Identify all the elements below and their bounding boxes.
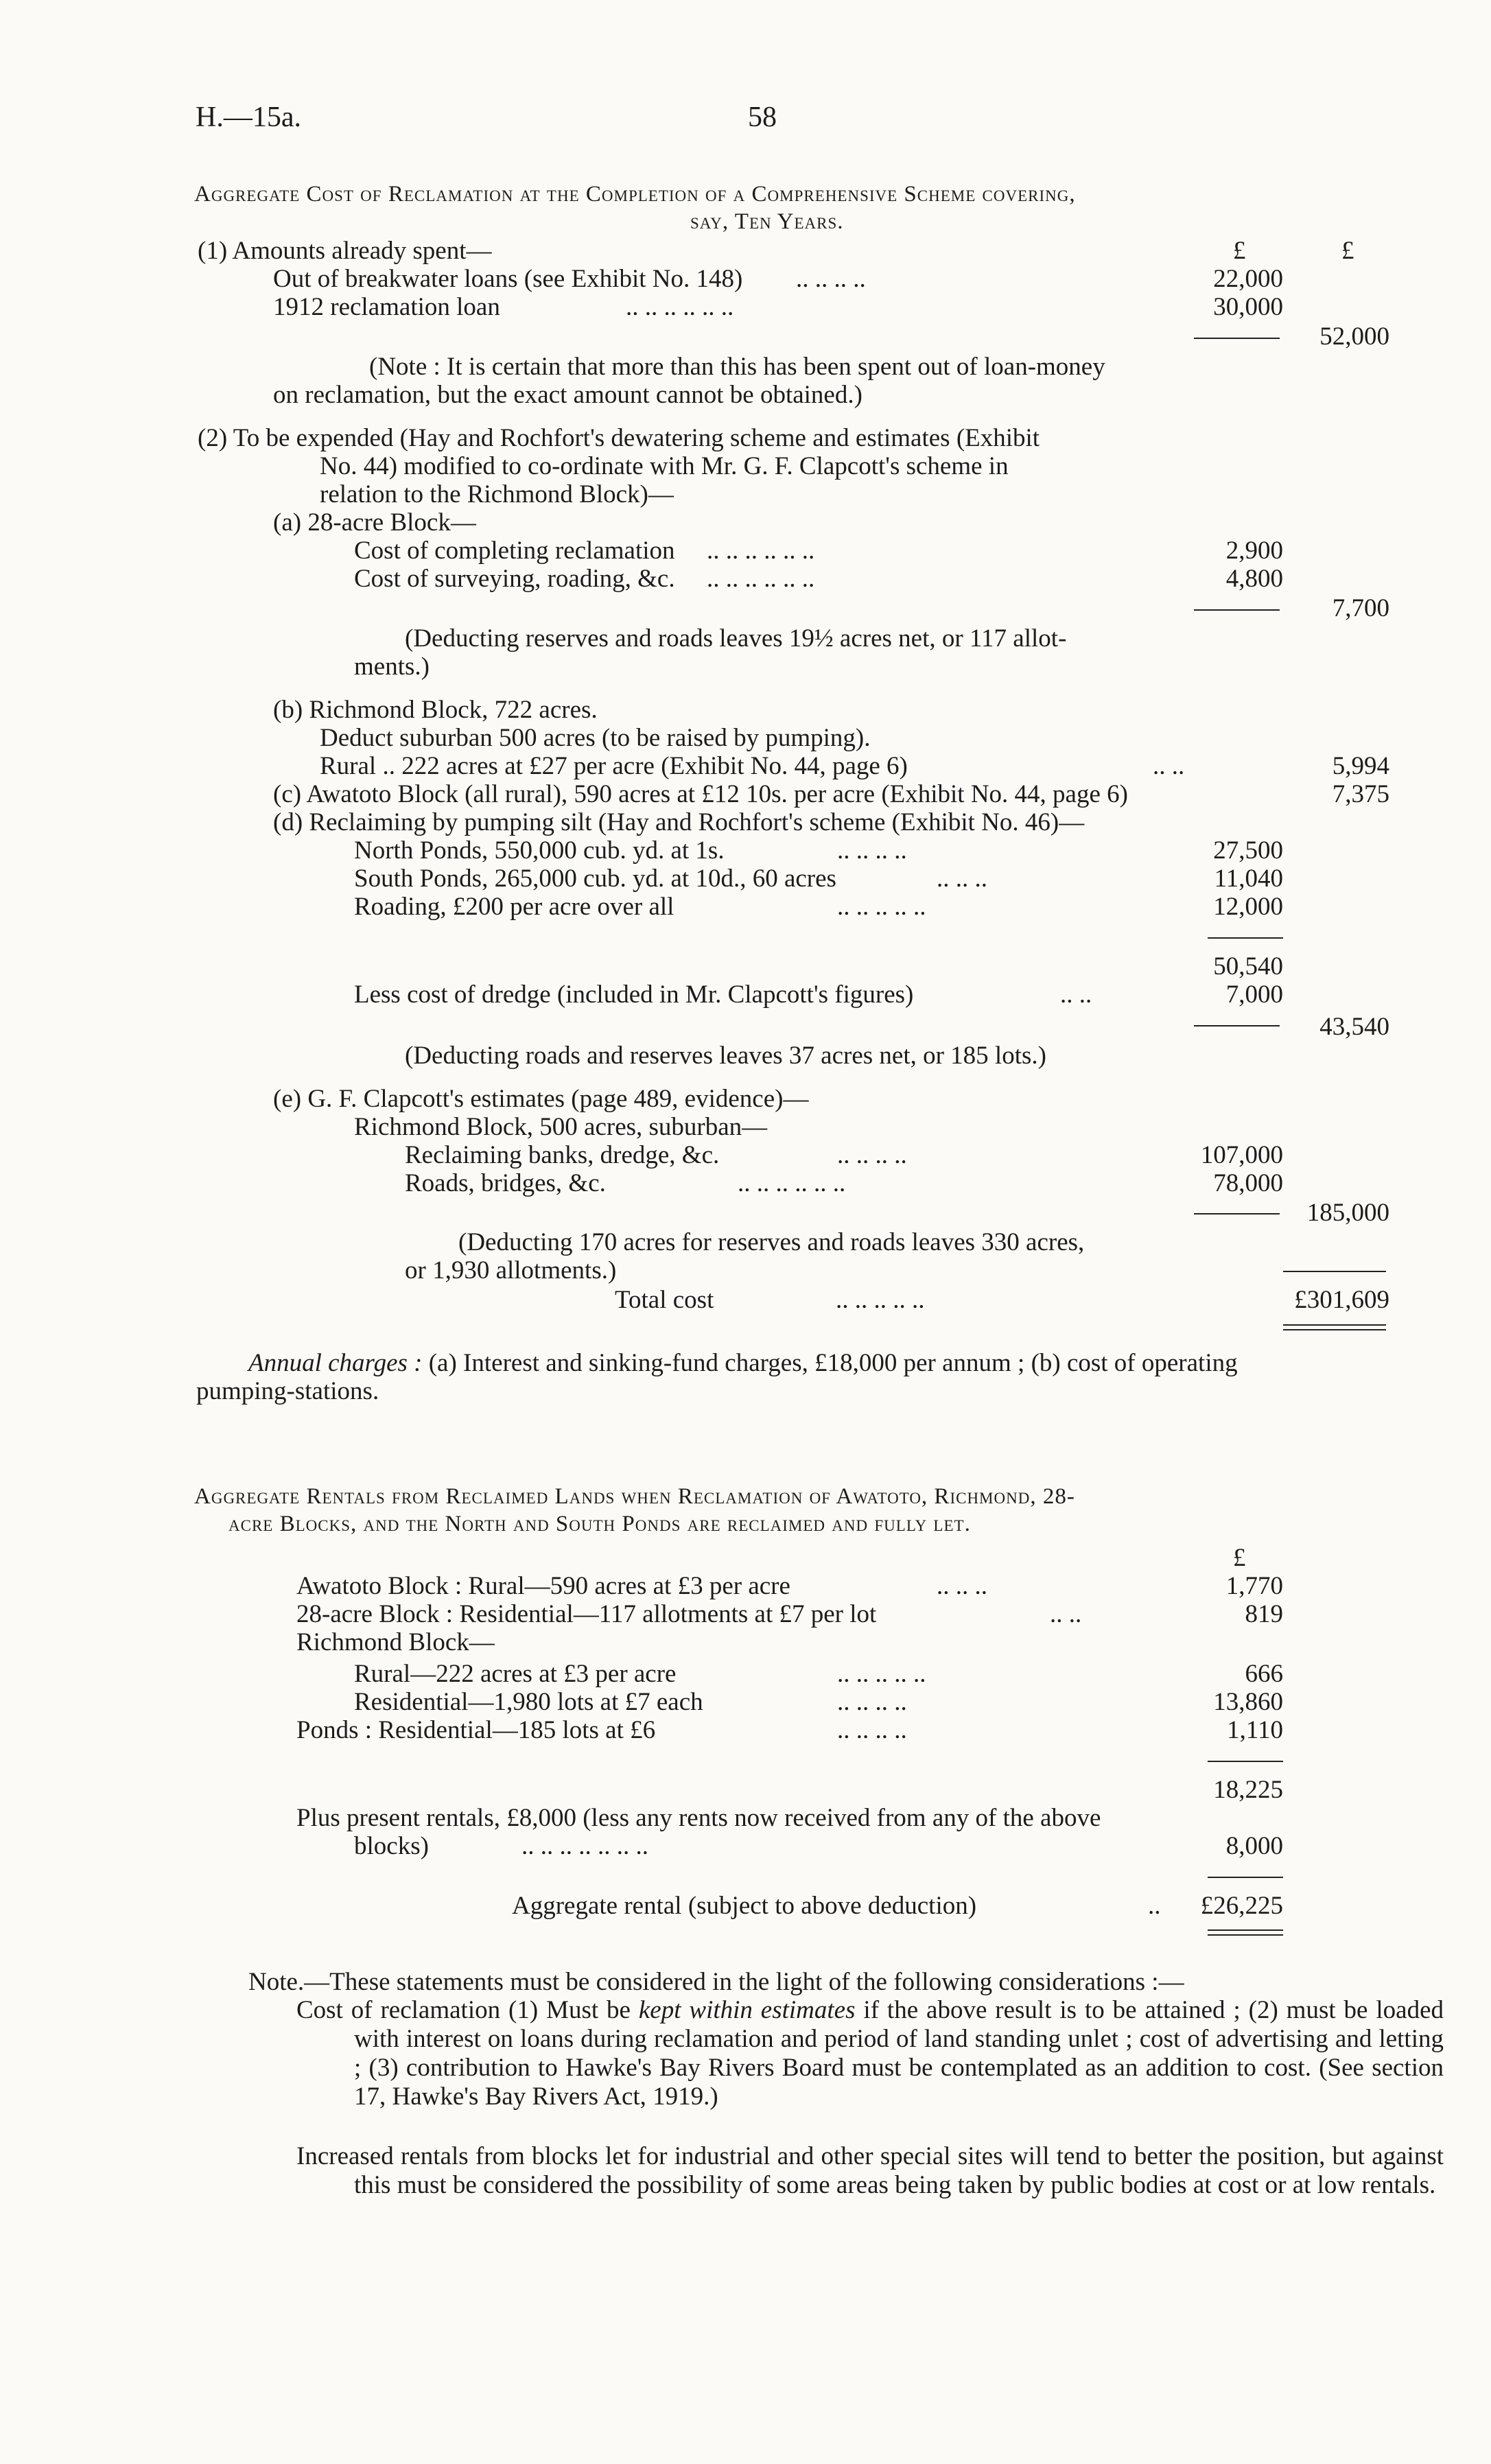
page-number: 58 <box>748 102 777 133</box>
total-double-rule <box>1283 1324 1386 1330</box>
aggregate-upper-rule <box>1208 1877 1283 1878</box>
item2d-row2-amount: 11,040 <box>1214 865 1283 893</box>
column-header-pounds-2: £ <box>1341 237 1354 265</box>
section2-title-line1: Aggregate Rentals from Reclaimed Lands when Reclamation of Awatoto, Richmond, 28- <box>194 1484 1075 1509</box>
item2-heading-line3: relation to the Richmond Block)— <box>320 480 674 508</box>
item2a-row2-label: Cost of surveying, roading, &c. <box>354 565 675 593</box>
section2-column-header: £ <box>1233 1544 1246 1572</box>
item2b-line3: Rural .. 222 acres at £27 per acre (Exhibit No. 44, page 6) <box>320 752 908 780</box>
item2e-total: 185,000 <box>1306 1199 1389 1227</box>
item2c-line: (c) Awatoto Block (all rural), 590 acres at £12 10s. per acre (Exhibit No. 44, page 6) <box>273 780 1128 808</box>
item2e-sub: Richmond Block, 500 acres, suburban— <box>354 1113 768 1141</box>
item2b-leader: .. .. <box>1153 752 1185 780</box>
annual-charges-line2: pumping-stations. <box>196 1377 379 1405</box>
item2a-note-line2: ments.) <box>354 653 430 681</box>
item2d-total: 43,540 <box>1319 1013 1389 1041</box>
note-p1-emphasis: kept within estimates <box>638 1996 856 2024</box>
item2d-less-amount: 7,000 <box>1225 981 1283 1009</box>
rental-row-ponds-label: Ponds : Residential—185 lots at £6 <box>296 1716 656 1744</box>
annual-charges-label: Annual charges : <box>248 1349 423 1377</box>
item2d-row1-label: North Ponds, 550,000 cub. yd. at 1s. <box>354 836 725 865</box>
section1-title-line2: say, Ten Years. <box>690 209 844 234</box>
item1-total: 52,000 <box>1319 322 1389 351</box>
total-upper-rule <box>1283 1271 1386 1272</box>
item1-row1-label: Out of breakwater loans (see Exhibit No. 148) <box>273 265 743 293</box>
item1-note-line2: on reclamation, but the exact amount cannot be obtained.) <box>273 381 862 409</box>
note-p1-start: Cost of reclamation (1) Must be <box>296 1996 639 2024</box>
item2b-amount: 5,994 <box>1332 752 1389 780</box>
annual-charges-text: (a) Interest and sinking-fund charges, £18,000 per annum ; (b) cost of operating <box>422 1349 1238 1377</box>
rental-subtotal-rule <box>1208 1761 1283 1762</box>
annual-charges-line1 <box>248 1349 1238 1378</box>
rental-row-richmond-residential-label: Residential—1,980 lots at £7 each <box>354 1688 703 1716</box>
item1-heading: (1) Amounts already spent— <box>198 237 492 265</box>
rental-row-richmond-rural-leader: .. .. .. .. .. <box>837 1660 926 1688</box>
note-intro: Note.—These statements must be considered in the light of the following considerations :— <box>248 1968 1184 1996</box>
plus-rentals-line2: blocks) <box>354 1832 429 1860</box>
total-cost-leader: .. .. .. .. .. <box>836 1286 925 1314</box>
item2d-row3-label: Roading, £200 per acre over all <box>354 893 674 921</box>
rental-row-28acre-amount: 819 <box>1245 1600 1283 1628</box>
item2d-row3-amount: 12,000 <box>1213 893 1283 921</box>
note-paragraph-1 <box>296 1996 1444 2111</box>
rental-row-richmond-rural-label: Rural—222 acres at £3 per acre <box>354 1660 677 1688</box>
rental-row-richmond-rural-amount: 666 <box>1245 1660 1283 1688</box>
rental-row-richmond-heading: Richmond Block— <box>296 1628 495 1656</box>
plus-rentals-leader: .. .. .. .. .. .. .. <box>521 1832 648 1860</box>
item2e-row2-amount: 78,000 <box>1213 1169 1283 1197</box>
item2e-row2-leader: .. .. .. .. .. .. <box>738 1169 846 1197</box>
item2d-row2-leader: .. .. .. <box>937 865 987 893</box>
item2d-row3-leader: .. .. .. .. .. <box>837 893 926 921</box>
rental-row-ponds-leader: .. .. .. .. <box>837 1716 907 1744</box>
item2d-row1-leader: .. .. .. .. <box>837 836 907 865</box>
rental-subtotal: 18,225 <box>1213 1776 1283 1804</box>
item1-row2-leader: .. .. .. .. .. .. <box>626 293 734 321</box>
item1-note-line1: (Note : It is certain that more than this has been spent out of loan-money <box>369 353 1105 381</box>
item1-row1-amount: 22,000 <box>1213 265 1283 293</box>
rental-row-28acre-label: 28-acre Block : Residential—117 allotments at £7 per lot <box>296 1600 877 1628</box>
item2d-row1-amount: 27,500 <box>1213 836 1283 865</box>
item2a-row1-label: Cost of completing reclamation <box>354 537 675 565</box>
rental-row-awatoto-label: Awatoto Block : Rural—590 acres at £3 per acre <box>296 1572 790 1600</box>
item2e-row1-amount: 107,000 <box>1200 1141 1283 1169</box>
item2-heading-line1: (2) To be expended (Hay and Rochfort's dewatering scheme and estimates (Exhibit <box>198 424 1040 452</box>
rental-row-richmond-residential-amount: 13,860 <box>1213 1688 1283 1716</box>
section1-title-line1: Aggregate Cost of Reclamation at the Completion of a Comprehensive Scheme covering, <box>194 182 1076 207</box>
total-cost-label: Total cost <box>615 1286 714 1314</box>
item1-row2-label: 1912 reclamation loan <box>273 293 500 321</box>
rental-row-richmond-residential-leader: .. .. .. .. <box>837 1688 907 1716</box>
note-p1-end: if the above result is to be attained ; (2) must be loaded with interest on loans during reclamation and period of land standing unlet ; cost of advertising and letting ; (3) contribution to Hawke's Bay Rivers Board must be contemplated as an addition to cost. (See section 17, Hawke's Bay Rivers Act, 1919.) <box>354 1996 1444 2111</box>
item2a-note-line1: (Deducting reserves and roads leaves 19½ acres net, or 117 allot- <box>405 624 1067 653</box>
item2c-amount: 7,375 <box>1332 780 1389 808</box>
item1-row1-leader: .. .. .. .. <box>796 265 866 293</box>
item2d-row2-label: South Ponds, 265,000 cub. yd. at 10d., 60 acres <box>354 865 836 893</box>
plus-rentals-line1: Plus present rentals, £8,000 (less any rents now received from any of the above <box>296 1804 1101 1832</box>
item2a-row2-leader: .. .. .. .. .. .. <box>707 565 815 593</box>
item2a-row1-leader: .. .. .. .. .. .. <box>707 537 815 565</box>
rental-row-awatoto-leader: .. .. .. <box>937 1572 987 1600</box>
item2d-less-leader: .. .. <box>1060 981 1092 1009</box>
item2d-less-label: Less cost of dredge (included in Mr. Clapcott's figures) <box>354 981 914 1009</box>
rental-row-awatoto-amount: 1,770 <box>1225 1572 1283 1600</box>
rental-row-ponds-amount: 1,110 <box>1227 1716 1283 1744</box>
total-cost-amount: £301,609 <box>1294 1286 1389 1314</box>
note-paragraph-2: Increased rentals from blocks let for industrial and other special sites will tend to better the position, but against this must be considered the possibility of some areas being taken by public bodies at cost or at low rentals. <box>296 2142 1444 2199</box>
plus-rentals-amount: 8,000 <box>1225 1832 1283 1860</box>
column-header-pounds-1: £ <box>1233 237 1246 265</box>
aggregate-rental-amount: £26,225 <box>1200 1892 1283 1920</box>
rental-row-28acre-leader: .. .. <box>1050 1600 1082 1628</box>
section2-title-line2: acre Blocks, and the North and South Ponds are reclaimed and fully let. <box>228 1512 971 1536</box>
item2e-note-line2: or 1,930 allotments.) <box>405 1256 617 1284</box>
item2-heading-line2: No. 44) modified to co-ordinate with Mr. G. F. Clapcott's scheme in <box>320 452 1009 480</box>
item2a-row2-amount: 4,800 <box>1225 565 1283 593</box>
aggregate-rental-label: Aggregate rental (subject to above deduction) <box>512 1892 977 1920</box>
item2b-line1: (b) Richmond Block, 722 acres. <box>273 696 598 724</box>
item2d-note: (Deducting roads and reserves leaves 37 acres net, or 185 lots.) <box>405 1042 1046 1070</box>
item2a-total: 7,700 <box>1332 594 1389 622</box>
item2d-subtotal: 50,540 <box>1213 952 1283 981</box>
item2e-row1-leader: .. .. .. .. <box>837 1141 907 1169</box>
aggregate-rental-leader: .. <box>1148 1892 1161 1920</box>
item2d-heading: (d) Reclaiming by pumping silt (Hay and Rochfort's scheme (Exhibit No. 46)— <box>273 808 1085 836</box>
item1-row2-amount: 30,000 <box>1213 293 1283 321</box>
item2a-heading: (a) 28-acre Block— <box>273 508 476 537</box>
item2a-row1-amount: 2,900 <box>1225 537 1283 565</box>
item2b-line2: Deduct suburban 500 acres (to be raised by pumping). <box>320 724 871 752</box>
item2e-heading: (e) G. F. Clapcott's estimates (page 489, evidence)— <box>273 1085 809 1113</box>
item2e-note-line1: (Deducting 170 acres for reserves and roads leaves 330 acres, <box>458 1228 1085 1256</box>
item2e-row1-label: Reclaiming banks, dredge, &c. <box>405 1141 720 1169</box>
item2e-row2-label: Roads, bridges, &c. <box>405 1169 606 1197</box>
document-code: H.—15a. <box>196 102 301 133</box>
item2d-subtotal-rule <box>1208 937 1283 939</box>
aggregate-double-rule <box>1208 1929 1283 1936</box>
